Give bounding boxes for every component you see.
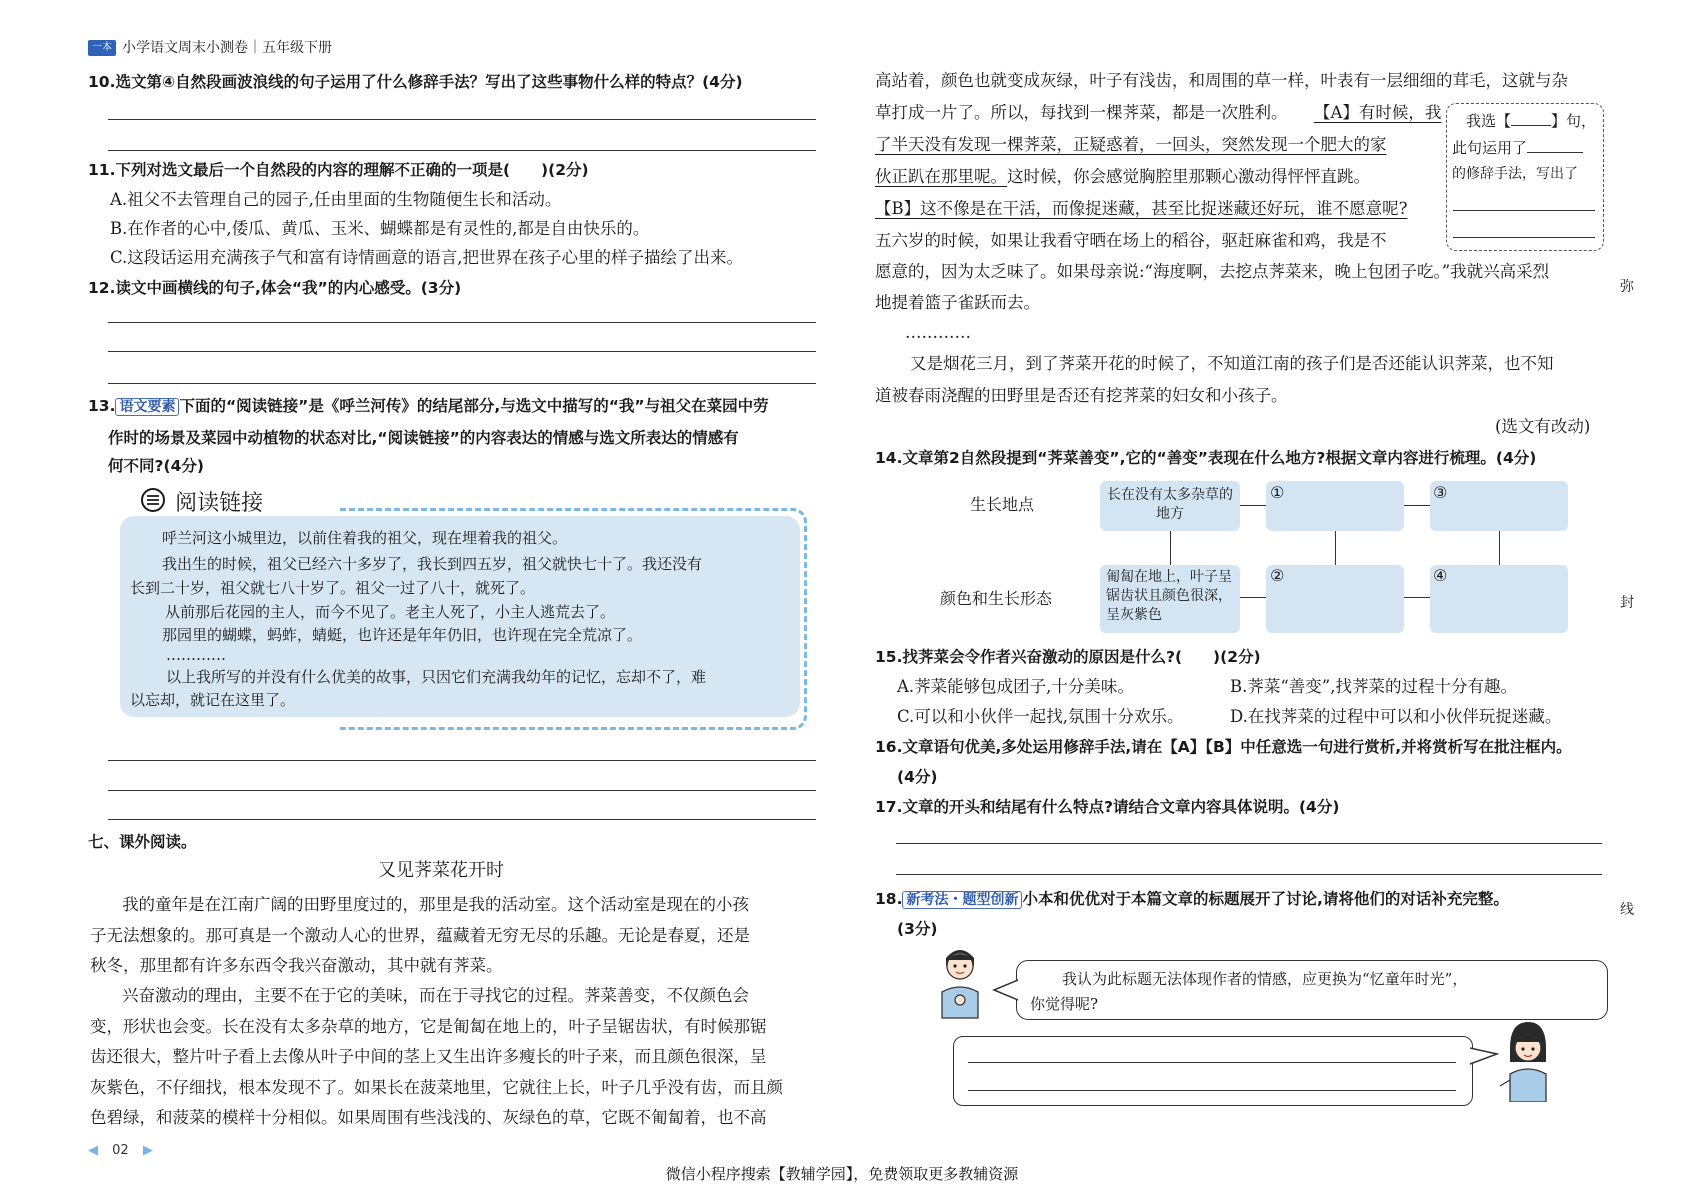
annotation-line-3: 的修辞手法，写出了 — [1452, 166, 1578, 182]
binding-mark: 线 — [1620, 902, 1634, 918]
article-line: 又是烟花三月，到了荠菜开花的时候了，不知道江南的孩子们是否还能认识荠菜，也不知 — [910, 354, 1554, 373]
reading-line: 以上我所写的并没有什么优美的故事，只因它们充满我幼年的记忆，忘却不了，难 — [166, 668, 707, 686]
footer-text: 微信小程序搜索【教辅学园】，免费领取更多教辅资源 — [665, 1165, 1019, 1183]
answer-line — [108, 119, 816, 120]
reading-link-title: 阅读链接 — [171, 491, 267, 517]
reading-line: 长到二十岁，祖父就七八十岁了。祖父一过了八十，就死了。 — [130, 579, 536, 597]
annotation-text: 我选【 — [1466, 112, 1512, 130]
reading-line: ………… — [166, 646, 226, 664]
article-line — [875, 166, 1370, 188]
article-text: 这时候，你会感觉胸腔里那颗心激动得怦怦直跳。 — [1007, 167, 1370, 186]
article-line: 我的童年是在江南广阔的田野里度过的，那里是我的活动室。这个活动室是现在的小孩 — [122, 895, 749, 914]
question-11: 11.下列对选文最后一个自然段的内容的理解不正确的一项是( )(2分) — [88, 161, 589, 179]
annotation-line-2 — [1452, 137, 1583, 159]
reading-link-header — [140, 486, 267, 514]
q13-number: 13. — [88, 397, 116, 415]
article-line — [875, 134, 1387, 156]
annotation-answer-line[interactable] — [1453, 210, 1595, 211]
q11-option-a: A.祖父不去管理自己的园子,任由里面的生物随便生长和活动。 — [110, 190, 562, 209]
answer-line — [108, 322, 816, 323]
flow-connector — [1499, 531, 1500, 565]
sentence-b — [875, 198, 1407, 220]
q13-line-1: 下面的“阅读链接”是《呼兰河传》的结尾部分,与选文中描写的“我”与祖父在菜园中劳 — [179, 397, 769, 415]
answer-line[interactable] — [968, 1062, 1456, 1063]
q15-option-a: A.荠菜能够包成团子,十分美味。 — [897, 677, 1134, 696]
flow-mark-2: ② — [1270, 566, 1285, 585]
flow-box-blank-2[interactable] — [1266, 565, 1404, 633]
sentence-a-text: 【A】有时候，我 — [1314, 103, 1442, 122]
logo-badge: 一本 — [88, 40, 116, 56]
answer-line — [108, 351, 816, 352]
article-line: 子无法想象的。那可真是一个激动人心的世界，蕴藏着无穷无尽的乐趣。无论是春夏，还是 — [90, 926, 750, 945]
flow-row-2-label: 颜色和生长形态 — [940, 589, 1053, 608]
question-15: 15.找荠菜会令作者兴奋激动的原因是什么?( )(2分) — [875, 648, 1261, 666]
flow-box-shape: 匍匐在地上，叶子呈锯齿状且颜色很深，呈灰紫色 — [1100, 565, 1240, 633]
question-12: 12.读文中画横线的句子,体会“我”的内心感受。(3分) — [88, 279, 462, 297]
flow-mark-4: ④ — [1433, 566, 1448, 585]
flow-connector — [1404, 505, 1430, 506]
flow-connector — [1404, 597, 1430, 598]
answer-line — [108, 150, 816, 151]
article-line: 道被春雨浇醒的田野里是否还有挖荠菜的妇女和小孩子。 — [875, 386, 1288, 405]
binding-mark: 弥 — [1620, 279, 1634, 295]
reading-line: 那园里的蝴蝶，蚂蚱，蜻蜓，也许还是年年仍旧，也许现在完全荒凉了。 — [162, 626, 643, 644]
answer-bubble[interactable] — [953, 1036, 1473, 1106]
question-16: 16.文章语句优美,多处运用修辞手法,请在【A】【B】中任意选一句进行赏析,并将赏析写在批注框内。 — [875, 738, 1572, 756]
q15-option-b: B.荠菜“善变”,找荠菜的过程十分有趣。 — [1230, 677, 1517, 696]
q18-score: (3分) — [897, 920, 938, 938]
q11-option-c: C.这段话运用充满孩子气和富有诗情画意的语言,把世界在孩子心里的样子描绘了出来。 — [110, 248, 744, 267]
q15-option-c: C.可以和小伙伴一起找,氛围十分欢乐。 — [897, 707, 1184, 726]
answer-line — [896, 874, 1602, 875]
answer-line[interactable] — [968, 1090, 1456, 1091]
binding-mark: 封 — [1620, 595, 1634, 611]
q13-line-3: 何不同?(4分) — [108, 457, 204, 475]
flow-row-1-label: 生长地点 — [970, 495, 1035, 514]
boy-avatar — [930, 940, 990, 1020]
answer-line — [896, 843, 1602, 844]
speech-line-2: 你觉得呢? — [1030, 995, 1099, 1013]
flow-connector — [1240, 505, 1266, 506]
header-title: 小学语文周末小测卷｜五年级下册 — [122, 40, 332, 56]
question-13 — [88, 395, 769, 418]
article-line: 灰紫色，不仔细找，根本发现不了。如果长在菠菜地里，它就往上长，叶子几乎没有齿，而且颜 — [90, 1078, 783, 1097]
flow-connector — [1335, 531, 1336, 565]
sentence-a-text: 伙正趴在那里呢。 — [875, 167, 1007, 186]
q15-option-d: D.在找荠菜的过程中可以和小伙伴玩捉迷藏。 — [1230, 707, 1562, 726]
page-number-text: 02 — [112, 1143, 129, 1158]
question-17: 17.文章的开头和结尾有什么特点?请结合文章内容具体说明。(4分) — [875, 798, 1340, 816]
article-line: 秋冬，那里都有许多东西令我兴奋激动，其中就有荠菜。 — [90, 956, 503, 975]
flow-connector — [1240, 597, 1266, 598]
article-line: 草打成一片了。所以，每找到一棵荠菜，都是一次胜利。 — [875, 103, 1288, 122]
q18-tag: 新考法・题型创新 — [902, 891, 1022, 909]
speech-bubble-tail — [992, 978, 1020, 1006]
arrow-right-icon: ▶ — [142, 1143, 153, 1158]
annotation-text: 此句运用了 — [1452, 139, 1528, 157]
flow-box-location: 长在没有太多杂草的地方 — [1100, 481, 1240, 531]
annotation-answer-line[interactable] — [1453, 237, 1595, 238]
q18-text: 小本和优优对于本篇文章的标题展开了讨论,请将他们的对话补充完整。 — [1022, 890, 1509, 908]
sentence-a-start — [1314, 102, 1441, 124]
q16-score: (4分) — [897, 768, 938, 786]
flow-box-blank-3[interactable] — [1430, 481, 1568, 531]
q11-option-b: B.在作者的心中,倭瓜、黄瓜、玉米、蝴蝶都是有灵性的,都是自由快乐的。 — [110, 219, 650, 238]
q18-number: 18. — [875, 890, 903, 908]
article-ellipsis: ………… — [905, 323, 971, 342]
article-title: 又见荠菜花开时 — [378, 860, 504, 881]
reading-line: 以忘却，就记在这里了。 — [130, 691, 296, 709]
flow-box-blank-1[interactable] — [1266, 481, 1404, 531]
flow-mark-1: ① — [1270, 483, 1285, 502]
article-line: 地提着篮子雀跃而去。 — [875, 293, 1040, 312]
reading-line: 我出生的时候，祖父已经六十多岁了，我长到四五岁，祖父就快七十了。我还没有 — [162, 555, 703, 573]
arrow-left-icon: ◀ — [88, 1143, 98, 1158]
q13-line-2: 作时的场景及菜园中动植物的状态对比,“阅读链接”的内容表达的情感与选文所表达的情感有 — [108, 429, 739, 447]
article-line: 齿还很大，整片叶子看上去像从叶子中间的茎上又生出许多瘦长的叶子来，而且颜色很深，呈 — [90, 1047, 767, 1066]
flow-connector — [1170, 531, 1171, 565]
section-7-heading: 七、课外阅读。 — [88, 833, 197, 851]
question-18 — [875, 888, 1509, 911]
article-source: (选文有改动) — [1495, 417, 1591, 436]
question-14: 14.文章第2自然段提到“荠菜善变”,它的“善变”表现在什么地方?根据文章内容进行梳理。(4分) — [875, 449, 1537, 467]
article-line: 色碧绿，和菠菜的模样十分相似。如果周围有些浅浅的、灰绿色的草，它既不匍匐着，也不高 — [90, 1108, 767, 1127]
flow-mark-3: ③ — [1433, 483, 1448, 502]
flow-box-blank-4[interactable] — [1430, 565, 1568, 633]
answer-bubble-tail — [1469, 1046, 1499, 1072]
article-line: 兴奋激动的理由，主要不在于它的美味，而在于寻找它的过程。荠菜善变，不仅颜色会 — [122, 986, 749, 1005]
article-line: 五六岁的时候，如果让我看守晒在场上的稻谷，驱赶麻雀和鸡，我是不 — [875, 231, 1387, 250]
book-icon — [140, 487, 166, 517]
sentence-b-text: 【B】这不像是在干活，而像捉迷藏，甚至比捉迷藏还好玩，谁不愿意呢? — [875, 199, 1408, 218]
answer-line — [108, 790, 816, 791]
answer-line — [108, 760, 816, 761]
article-line: 高站着，颜色也就变成灰绿，叶子有浅齿，和周围的草一样，叶表有一层细细的茸毛，这就与杂 — [875, 71, 1568, 90]
annotation-line-1 — [1466, 110, 1596, 132]
page-number — [88, 1143, 153, 1158]
annotation-text: 】句， — [1551, 112, 1597, 130]
q13-tag: 语文要素 — [115, 398, 179, 416]
girl-avatar — [1496, 1018, 1560, 1102]
article-line: 变，形状也会变。长在没有太多杂草的地方，它是匍匐在地上的，叶子呈锯齿状，有时候那锯 — [90, 1017, 767, 1036]
article-line: 愿意的，因为太乏味了。如果母亲说:“海度啊，去挖点荠菜来，晚上包团子吃。”我就兴高采烈 — [875, 262, 1550, 281]
reading-line: 呼兰河这小城里边，以前住着我的祖父，现在埋着我的祖父。 — [162, 529, 568, 547]
answer-line — [108, 383, 816, 384]
answer-line — [108, 819, 816, 820]
reading-line: 从前那后花园的主人，而今不见了。老主人死了，小主人逃荒去了。 — [165, 603, 616, 621]
question-10: 10.选文第④自然段画波浪线的句子运用了什么修辞手法？写出了这些事物什么样的特点？(4分) — [88, 73, 743, 91]
speech-line-1: 我认为此标题无法体现作者的情感，应更换为“忆童年时光”， — [1062, 970, 1468, 988]
sentence-a-text: 了半天没有发现一棵荠菜，正疑惑着，一回头，突然发现一个肥大的家 — [875, 135, 1387, 154]
